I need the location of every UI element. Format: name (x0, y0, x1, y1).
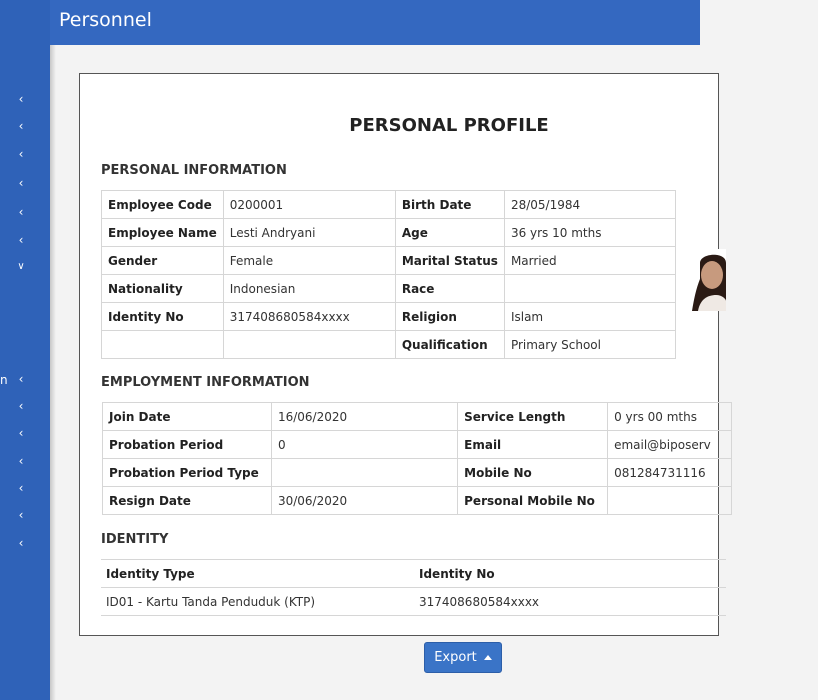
export-button[interactable] (424, 642, 502, 673)
field-value: 317408680584xxxx (223, 303, 395, 331)
personal-info-title: PERSONAL INFORMATION (101, 163, 287, 178)
table-row (103, 403, 732, 431)
table-row (102, 303, 676, 331)
identity-type-cell: ID01 - Kartu Tanda Penduduk (KTP) (101, 588, 414, 616)
chevron-left-icon[interactable]: ‹ (18, 92, 24, 106)
chevron-down-icon[interactable]: ∨ (17, 261, 25, 272)
field-label: Age (395, 219, 504, 247)
personal-info-table (101, 190, 676, 359)
identity-table (101, 559, 726, 616)
column-header-identity-no: Identity No (414, 560, 726, 588)
chevron-left-icon[interactable]: ‹ (18, 205, 24, 219)
field-value: Primary School (504, 331, 675, 359)
field-label: Gender (102, 247, 224, 275)
sidebar-item-label[interactable]: n (0, 373, 8, 387)
sidebar-shadow (50, 45, 56, 700)
employment-info-table (102, 402, 732, 515)
table-row (102, 219, 676, 247)
table-row (103, 487, 732, 515)
field-label: Religion (395, 303, 504, 331)
table-row (102, 275, 676, 303)
table-row (103, 459, 732, 487)
chevron-left-icon[interactable]: ‹ (18, 508, 24, 522)
field-value (608, 487, 732, 515)
table-row (102, 247, 676, 275)
field-label: Employee Code (102, 191, 224, 219)
chevron-left-icon[interactable]: ‹ (18, 399, 24, 413)
field-value: 16/06/2020 (271, 403, 457, 431)
table-header-row (101, 560, 726, 588)
field-value (223, 331, 395, 359)
chevron-left-icon[interactable]: ‹ (18, 536, 24, 550)
table-row (101, 588, 726, 616)
field-label: Marital Status (395, 247, 504, 275)
chevron-left-icon[interactable]: ‹ (18, 119, 24, 133)
top-bar (50, 0, 700, 45)
field-value (504, 275, 675, 303)
field-value: Married (504, 247, 675, 275)
column-header-identity-type: Identity Type (101, 560, 414, 588)
identity-title: IDENTITY (101, 532, 169, 547)
field-label: Resign Date (103, 487, 272, 515)
field-value: Female (223, 247, 395, 275)
field-label: Email (458, 431, 608, 459)
app-title: Personnel (59, 9, 152, 31)
field-value: Indonesian (223, 275, 395, 303)
field-value: Islam (504, 303, 675, 331)
field-label: Join Date (103, 403, 272, 431)
field-label (102, 331, 224, 359)
field-label: Probation Period Type (103, 459, 272, 487)
field-value: 0200001 (223, 191, 395, 219)
chevron-left-icon[interactable]: ‹ (18, 481, 24, 495)
field-value: email@biposerv (608, 431, 732, 459)
employment-info-title: EMPLOYMENT INFORMATION (101, 375, 310, 390)
profile-photo (686, 249, 726, 311)
field-value: 28/05/1984 (504, 191, 675, 219)
chevron-left-icon[interactable]: ‹ (18, 372, 24, 386)
field-label: Service Length (458, 403, 608, 431)
chevron-left-icon[interactable]: ‹ (18, 233, 24, 247)
chevron-left-icon[interactable]: ‹ (18, 454, 24, 468)
table-row (103, 431, 732, 459)
field-label: Qualification (395, 331, 504, 359)
export-label: Export (434, 650, 477, 665)
field-value: 36 yrs 10 mths (504, 219, 675, 247)
field-value: Lesti Andryani (223, 219, 395, 247)
caret-up-icon (484, 655, 492, 660)
identity-no-cell: 317408680584xxxx (414, 588, 726, 616)
field-value (271, 459, 457, 487)
field-label: Personal Mobile No (458, 487, 608, 515)
field-label: Mobile No (458, 459, 608, 487)
field-value: 081284731116 (608, 459, 732, 487)
field-label: Birth Date (395, 191, 504, 219)
chevron-left-icon[interactable]: ‹ (18, 176, 24, 190)
field-label: Identity No (102, 303, 224, 331)
field-value: 0 yrs 00 mths (608, 403, 732, 431)
field-label: Nationality (102, 275, 224, 303)
table-row (102, 331, 676, 359)
field-label: Race (395, 275, 504, 303)
chevron-left-icon[interactable]: ‹ (18, 426, 24, 440)
field-value: 30/06/2020 (271, 487, 457, 515)
field-label: Probation Period (103, 431, 272, 459)
field-value: 0 (271, 431, 457, 459)
table-row (102, 191, 676, 219)
sidebar (0, 0, 50, 700)
page-title: PERSONAL PROFILE (349, 115, 549, 136)
chevron-left-icon[interactable]: ‹ (18, 147, 24, 161)
profile-card (79, 73, 719, 636)
field-label: Employee Name (102, 219, 224, 247)
